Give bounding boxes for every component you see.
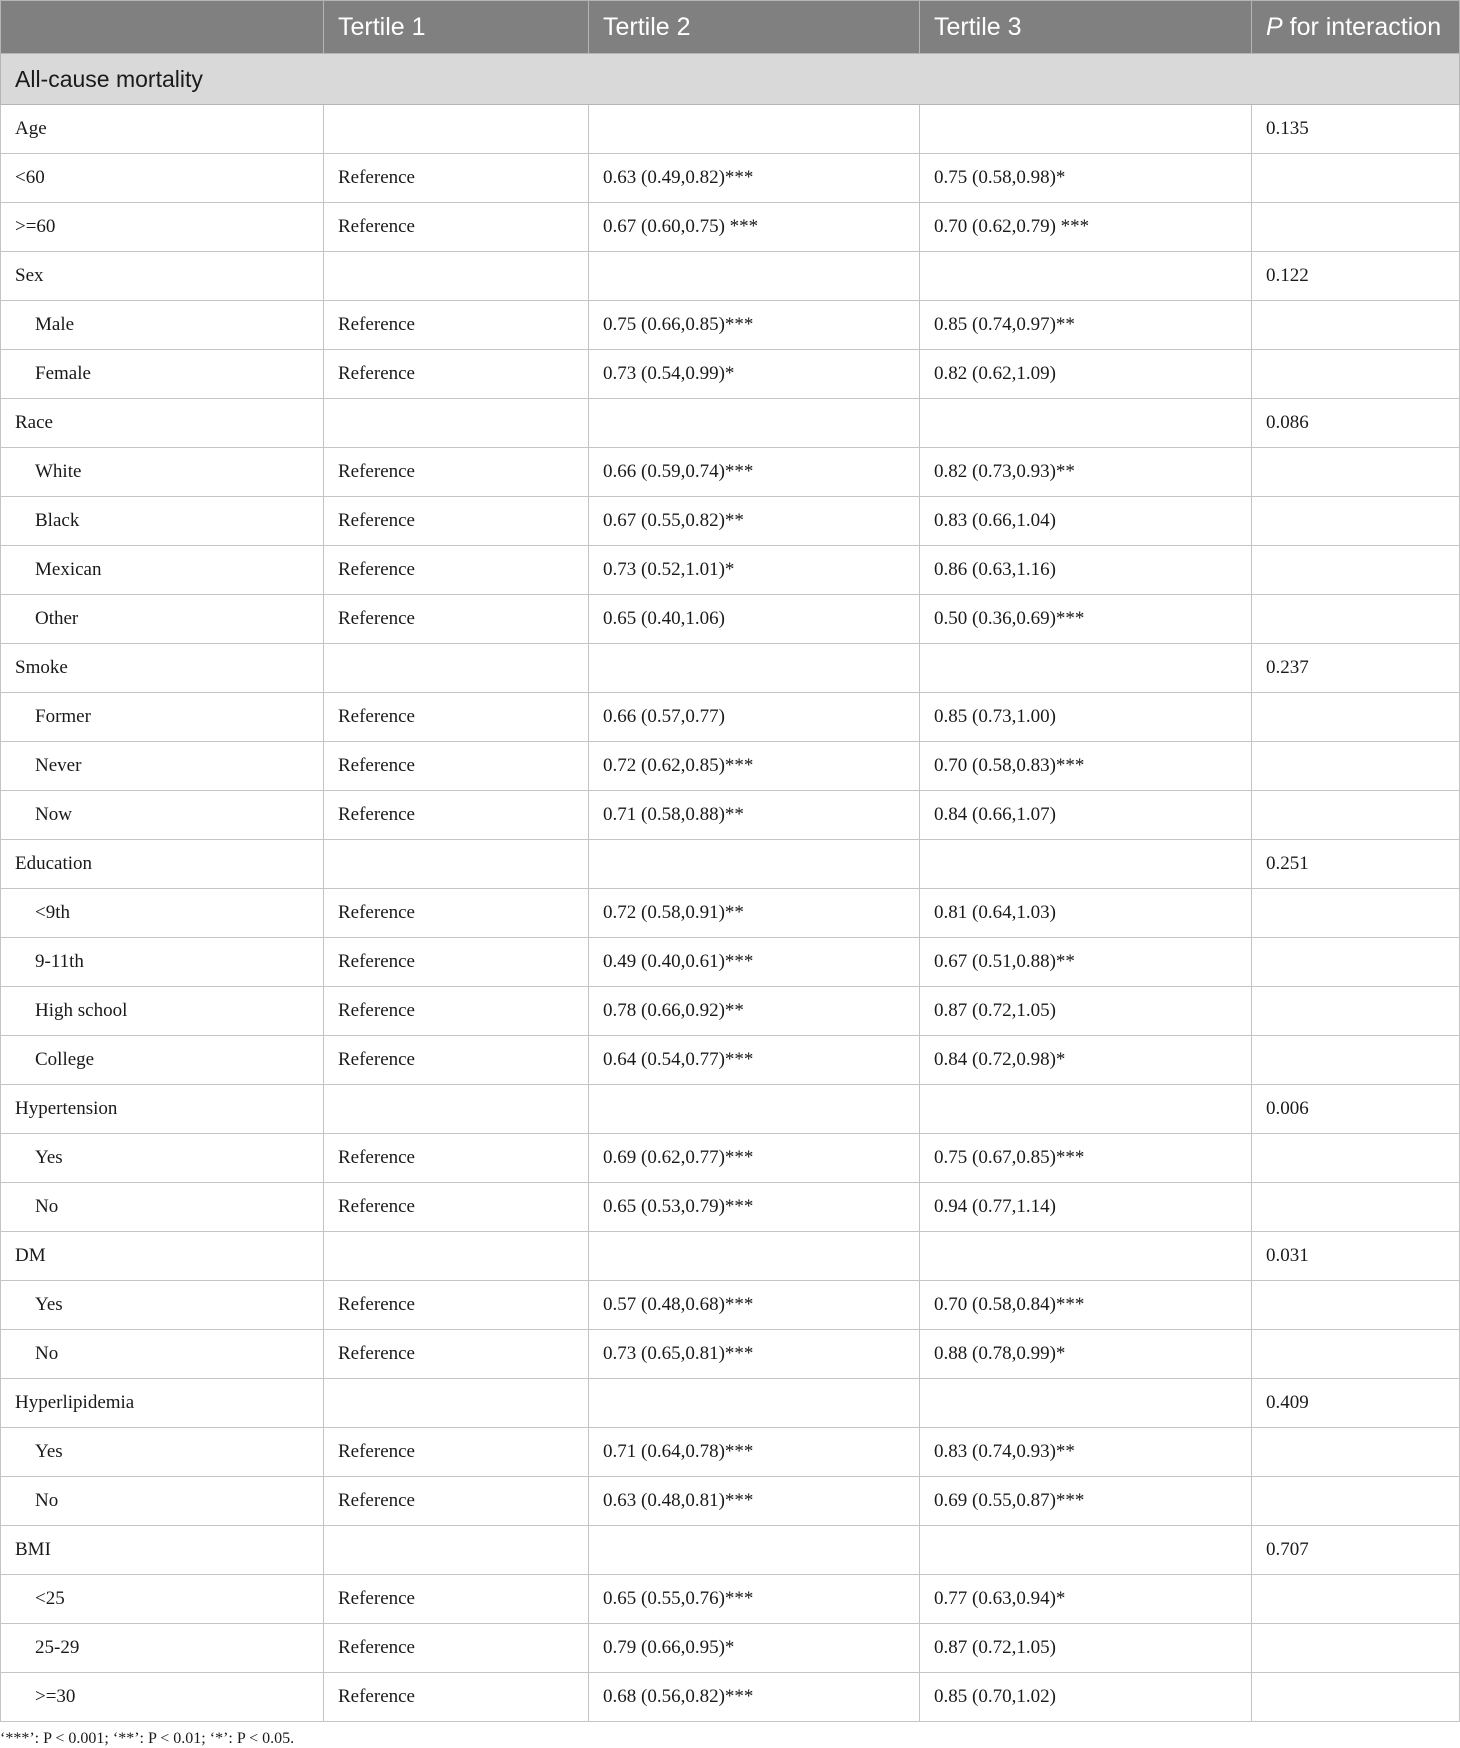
table-row (1, 889, 1460, 938)
table-row (1, 1232, 1460, 1281)
cell-p-interaction (1252, 1330, 1460, 1379)
table-row (1, 1281, 1460, 1330)
cell-p-interaction (1252, 1673, 1460, 1722)
cell-p-interaction: 0.122 (1252, 252, 1460, 301)
row-label: Hypertension (1, 1085, 324, 1134)
cell-tertile-3: 0.82 (0.62,1.09) (920, 350, 1252, 399)
cell-tertile-2: 0.64 (0.54,0.77)*** (589, 1036, 920, 1085)
cell-tertile-1: Reference (324, 1575, 589, 1624)
cell-tertile-3: 0.82 (0.73,0.93)** (920, 448, 1252, 497)
cell-tertile-2 (589, 1085, 920, 1134)
cell-tertile-2: 0.72 (0.62,0.85)*** (589, 742, 920, 791)
cell-tertile-3 (920, 252, 1252, 301)
row-label: Hyperlipidemia (1, 1379, 324, 1428)
row-label: High school (1, 987, 324, 1036)
cell-tertile-1: Reference (324, 595, 589, 644)
row-label: Sex (1, 252, 324, 301)
row-label: White (1, 448, 324, 497)
cell-p-interaction (1252, 497, 1460, 546)
row-label: No (1, 1183, 324, 1232)
row-label: Smoke (1, 644, 324, 693)
cell-tertile-2 (589, 105, 920, 154)
cell-tertile-1 (324, 840, 589, 889)
cell-tertile-1: Reference (324, 203, 589, 252)
cell-p-interaction (1252, 1477, 1460, 1526)
table-row (1, 350, 1460, 399)
header-cell-p-interaction (1252, 1, 1460, 54)
row-label: <25 (1, 1575, 324, 1624)
cell-tertile-2 (589, 1379, 920, 1428)
cell-p-interaction (1252, 938, 1460, 987)
row-label: 25-29 (1, 1624, 324, 1673)
row-label: No (1, 1330, 324, 1379)
table-row (1, 252, 1460, 301)
table-row (1, 1330, 1460, 1379)
cell-tertile-2: 0.71 (0.58,0.88)** (589, 791, 920, 840)
cell-p-interaction: 0.031 (1252, 1232, 1460, 1281)
cell-tertile-1: Reference (324, 987, 589, 1036)
cell-tertile-3: 0.84 (0.72,0.98)* (920, 1036, 1252, 1085)
table-row (1, 301, 1460, 350)
cell-tertile-1: Reference (324, 1134, 589, 1183)
row-label: <60 (1, 154, 324, 203)
cell-tertile-1 (324, 1085, 589, 1134)
cell-tertile-2: 0.72 (0.58,0.91)** (589, 889, 920, 938)
cell-tertile-2 (589, 840, 920, 889)
cell-p-interaction (1252, 350, 1460, 399)
cell-tertile-1: Reference (324, 154, 589, 203)
table-row (1, 497, 1460, 546)
cell-p-interaction (1252, 889, 1460, 938)
cell-tertile-2: 0.66 (0.57,0.77) (589, 693, 920, 742)
cell-tertile-3: 0.87 (0.72,1.05) (920, 1624, 1252, 1673)
row-label: Age (1, 105, 324, 154)
cell-tertile-2 (589, 252, 920, 301)
cell-p-interaction (1252, 1624, 1460, 1673)
cell-p-interaction (1252, 1428, 1460, 1477)
table-row (1, 1477, 1460, 1526)
cell-tertile-1: Reference (324, 791, 589, 840)
cell-tertile-1: Reference (324, 742, 589, 791)
row-label: No (1, 1477, 324, 1526)
cell-tertile-2: 0.78 (0.66,0.92)** (589, 987, 920, 1036)
cell-tertile-3: 0.88 (0.78,0.99)* (920, 1330, 1252, 1379)
row-label: <9th (1, 889, 324, 938)
cell-tertile-1 (324, 1379, 589, 1428)
header-p-italic: P (1266, 12, 1283, 41)
cell-p-interaction: 0.251 (1252, 840, 1460, 889)
table-row (1, 595, 1460, 644)
table-row (1, 840, 1460, 889)
cell-tertile-1: Reference (324, 693, 589, 742)
row-label: Male (1, 301, 324, 350)
cell-tertile-3: 0.70 (0.58,0.84)*** (920, 1281, 1252, 1330)
cell-tertile-2: 0.57 (0.48,0.68)*** (589, 1281, 920, 1330)
cell-p-interaction (1252, 546, 1460, 595)
table-row (1, 1379, 1460, 1428)
table-row (1, 1134, 1460, 1183)
cell-tertile-3: 0.70 (0.62,0.79) *** (920, 203, 1252, 252)
cell-tertile-3: 0.94 (0.77,1.14) (920, 1183, 1252, 1232)
cell-tertile-3: 0.86 (0.63,1.16) (920, 546, 1252, 595)
row-label: Race (1, 399, 324, 448)
cell-tertile-2: 0.69 (0.62,0.77)*** (589, 1134, 920, 1183)
cell-tertile-1: Reference (324, 1428, 589, 1477)
cell-p-interaction (1252, 693, 1460, 742)
row-label: Black (1, 497, 324, 546)
header-cell-tertile-1: Tertile 1 (324, 1, 589, 54)
cell-tertile-1 (324, 1232, 589, 1281)
row-label: College (1, 1036, 324, 1085)
cell-tertile-2: 0.67 (0.55,0.82)** (589, 497, 920, 546)
cell-tertile-3: 0.85 (0.70,1.02) (920, 1673, 1252, 1722)
header-p-rest: for interaction (1282, 12, 1442, 41)
cell-tertile-2: 0.73 (0.65,0.81)*** (589, 1330, 920, 1379)
cell-tertile-2 (589, 1526, 920, 1575)
cell-tertile-3 (920, 105, 1252, 154)
table-row (1, 987, 1460, 1036)
table-row (1, 1428, 1460, 1477)
cell-tertile-2: 0.49 (0.40,0.61)*** (589, 938, 920, 987)
table-row (1, 546, 1460, 595)
cell-tertile-3: 0.83 (0.74,0.93)** (920, 1428, 1252, 1477)
cell-tertile-1: Reference (324, 1281, 589, 1330)
cell-tertile-1: Reference (324, 1330, 589, 1379)
cell-tertile-3 (920, 644, 1252, 693)
cell-tertile-3 (920, 840, 1252, 889)
header-cell-tertile-3: Tertile 3 (920, 1, 1252, 54)
cell-tertile-2: 0.63 (0.48,0.81)*** (589, 1477, 920, 1526)
table-body (1, 54, 1460, 1722)
cell-tertile-1 (324, 252, 589, 301)
cell-tertile-2: 0.71 (0.64,0.78)*** (589, 1428, 920, 1477)
table-row (1, 938, 1460, 987)
cell-tertile-2: 0.73 (0.54,0.99)* (589, 350, 920, 399)
cell-tertile-3: 0.69 (0.55,0.87)*** (920, 1477, 1252, 1526)
table-row (1, 644, 1460, 693)
table-row (1, 1673, 1460, 1722)
cell-p-interaction: 0.237 (1252, 644, 1460, 693)
cell-tertile-3: 0.50 (0.36,0.69)*** (920, 595, 1252, 644)
table-row (1, 399, 1460, 448)
row-label: BMI (1, 1526, 324, 1575)
cell-tertile-2: 0.75 (0.66,0.85)*** (589, 301, 920, 350)
row-label: Former (1, 693, 324, 742)
table-row (1, 203, 1460, 252)
cell-tertile-3: 0.70 (0.58,0.83)*** (920, 742, 1252, 791)
row-label: Education (1, 840, 324, 889)
header-cell-tertile-2: Tertile 2 (589, 1, 920, 54)
cell-tertile-2: 0.73 (0.52,1.01)* (589, 546, 920, 595)
row-label: 9-11th (1, 938, 324, 987)
cell-p-interaction (1252, 1183, 1460, 1232)
cell-tertile-2 (589, 644, 920, 693)
cell-tertile-2: 0.65 (0.53,0.79)*** (589, 1183, 920, 1232)
row-label: Yes (1, 1281, 324, 1330)
cell-p-interaction (1252, 154, 1460, 203)
cell-tertile-1: Reference (324, 938, 589, 987)
cell-tertile-2 (589, 1232, 920, 1281)
cell-p-interaction: 0.409 (1252, 1379, 1460, 1428)
cell-tertile-3: 0.85 (0.74,0.97)** (920, 301, 1252, 350)
cell-tertile-3: 0.83 (0.66,1.04) (920, 497, 1252, 546)
cell-tertile-2 (589, 399, 920, 448)
cell-tertile-1: Reference (324, 1183, 589, 1232)
footnote: ‘***’: P < 0.001; ‘**’: P < 0.01; ‘*’: P < 0.05. (0, 1730, 295, 1747)
cell-tertile-2: 0.65 (0.55,0.76)*** (589, 1575, 920, 1624)
cell-tertile-1: Reference (324, 889, 589, 938)
row-label: Yes (1, 1134, 324, 1183)
cell-tertile-3 (920, 1085, 1252, 1134)
table-row (1, 1575, 1460, 1624)
cell-tertile-1 (324, 105, 589, 154)
table-row (1, 693, 1460, 742)
cell-tertile-2: 0.68 (0.56,0.82)*** (589, 1673, 920, 1722)
cell-tertile-1: Reference (324, 448, 589, 497)
cell-tertile-2: 0.65 (0.40,1.06) (589, 595, 920, 644)
cell-tertile-3 (920, 1232, 1252, 1281)
row-label: Other (1, 595, 324, 644)
cell-p-interaction (1252, 1134, 1460, 1183)
row-label: Mexican (1, 546, 324, 595)
cell-p-interaction (1252, 1281, 1460, 1330)
cell-p-interaction: 0.086 (1252, 399, 1460, 448)
cell-p-interaction (1252, 448, 1460, 497)
table-row (1, 1085, 1460, 1134)
cell-tertile-3: 0.67 (0.51,0.88)** (920, 938, 1252, 987)
cell-tertile-1: Reference (324, 1036, 589, 1085)
cell-tertile-3 (920, 1379, 1252, 1428)
cell-p-interaction (1252, 742, 1460, 791)
table-row (1, 1526, 1460, 1575)
cell-tertile-3: 0.75 (0.67,0.85)*** (920, 1134, 1252, 1183)
row-label: Now (1, 791, 324, 840)
cell-tertile-2: 0.63 (0.49,0.82)*** (589, 154, 920, 203)
row-label: >=60 (1, 203, 324, 252)
cell-p-interaction (1252, 987, 1460, 1036)
cell-tertile-1: Reference (324, 301, 589, 350)
table-row (1, 1624, 1460, 1673)
cell-tertile-3: 0.85 (0.73,1.00) (920, 693, 1252, 742)
header-cell-blank (1, 1, 324, 54)
table-row (1, 742, 1460, 791)
table-row (1, 1183, 1460, 1232)
table-row (1, 154, 1460, 203)
cell-p-interaction (1252, 301, 1460, 350)
row-label: >=30 (1, 1673, 324, 1722)
cell-tertile-1: Reference (324, 1673, 589, 1722)
cell-tertile-3 (920, 1526, 1252, 1575)
cell-tertile-2: 0.66 (0.59,0.74)*** (589, 448, 920, 497)
cell-tertile-2: 0.79 (0.66,0.95)* (589, 1624, 920, 1673)
cell-tertile-3: 0.75 (0.58,0.98)* (920, 154, 1252, 203)
cell-tertile-1 (324, 399, 589, 448)
cell-tertile-1: Reference (324, 1624, 589, 1673)
header-row (1, 1, 1460, 54)
cell-tertile-3: 0.81 (0.64,1.03) (920, 889, 1252, 938)
row-label: DM (1, 1232, 324, 1281)
row-label: Yes (1, 1428, 324, 1477)
cell-tertile-1: Reference (324, 1477, 589, 1526)
cell-tertile-1 (324, 644, 589, 693)
cell-p-interaction (1252, 203, 1460, 252)
cell-tertile-3 (920, 399, 1252, 448)
table-row (1, 1036, 1460, 1085)
cell-p-interaction (1252, 1575, 1460, 1624)
section-title: All-cause mortality (1, 54, 1460, 105)
cell-tertile-1 (324, 1526, 589, 1575)
table-row (1, 791, 1460, 840)
section-row (1, 54, 1460, 105)
row-label: Never (1, 742, 324, 791)
cell-p-interaction: 0.707 (1252, 1526, 1460, 1575)
row-label: Female (1, 350, 324, 399)
cell-tertile-3: 0.84 (0.66,1.07) (920, 791, 1252, 840)
cell-p-interaction (1252, 595, 1460, 644)
cell-tertile-1: Reference (324, 350, 589, 399)
cell-p-interaction: 0.135 (1252, 105, 1460, 154)
cell-tertile-1: Reference (324, 497, 589, 546)
cell-p-interaction: 0.006 (1252, 1085, 1460, 1134)
table-row (1, 448, 1460, 497)
cell-p-interaction (1252, 1036, 1460, 1085)
table-row (1, 105, 1460, 154)
cell-tertile-3: 0.87 (0.72,1.05) (920, 987, 1252, 1036)
cell-tertile-1: Reference (324, 546, 589, 595)
cell-tertile-2: 0.67 (0.60,0.75) *** (589, 203, 920, 252)
cell-p-interaction (1252, 791, 1460, 840)
cell-tertile-3: 0.77 (0.63,0.94)* (920, 1575, 1252, 1624)
